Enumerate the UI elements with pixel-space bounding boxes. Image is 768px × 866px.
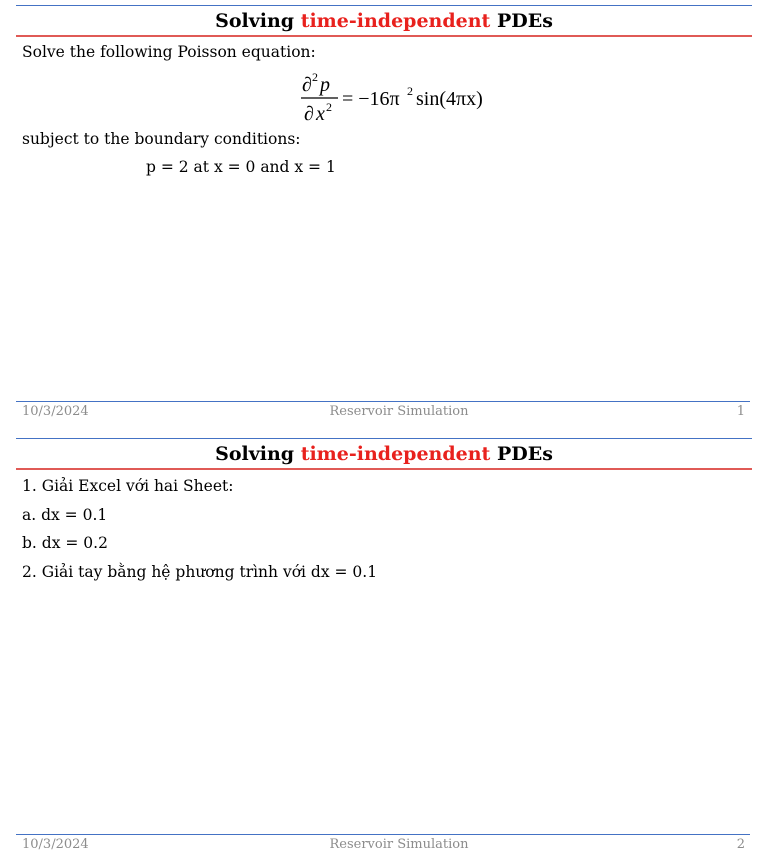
title-underline: [16, 35, 752, 37]
poisson-equation: [296, 69, 496, 125]
eq-rhs-func: sin(4πx): [416, 88, 483, 110]
slide-top-border: [16, 5, 752, 6]
eq-num-var: p: [320, 74, 330, 96]
footer-rule: [16, 834, 750, 835]
footer-rule: [16, 401, 750, 402]
footer-title: Reservoir Simulation: [329, 837, 469, 852]
footer-title: Reservoir Simulation: [329, 404, 469, 419]
body-line-task-1b: b. dx = 0.2: [22, 534, 108, 552]
slide-top-border: [16, 438, 752, 439]
title-suffix: PDEs: [490, 10, 553, 32]
footer-page-number: 1: [736, 404, 745, 419]
footer-date: 10/3/2024: [22, 404, 89, 419]
eq-den-partial: ∂: [304, 103, 314, 125]
title-underline: [16, 468, 752, 470]
eq-den-var: x: [316, 103, 325, 125]
title-suffix: PDEs: [490, 443, 553, 465]
slide-title: [16, 7, 752, 35]
body-line-bc-intro: subject to the boundary conditions:: [22, 130, 301, 148]
title-accent: time-independent: [300, 443, 491, 465]
body-line-bc: p = 2 at x = 0 and x = 1: [146, 158, 336, 176]
title-prefix: Solving: [215, 10, 301, 32]
eq-num-partial: ∂: [302, 74, 312, 96]
eq-num-exp: 2: [312, 70, 318, 84]
body-line-intro: Solve the following Poisson equation:: [22, 43, 316, 61]
slide-2: [0, 433, 768, 866]
body-line-task-1a: a. dx = 0.1: [22, 506, 108, 524]
eq-rhs: = −16π: [342, 88, 400, 110]
slide-title: [16, 440, 752, 468]
eq-den-exp: 2: [326, 100, 332, 114]
body-line-task-2: 2. Giải tay bằng hệ phương trình với dx = 0.1: [22, 563, 378, 581]
eq-rhs-exp: 2: [407, 84, 413, 98]
title-accent: time-independent: [300, 10, 491, 32]
body-line-task-1: 1. Giải Excel với hai Sheet:: [22, 477, 234, 495]
footer-date: 10/3/2024: [22, 837, 89, 852]
footer-page-number: 2: [736, 837, 745, 852]
title-prefix: Solving: [215, 443, 301, 465]
